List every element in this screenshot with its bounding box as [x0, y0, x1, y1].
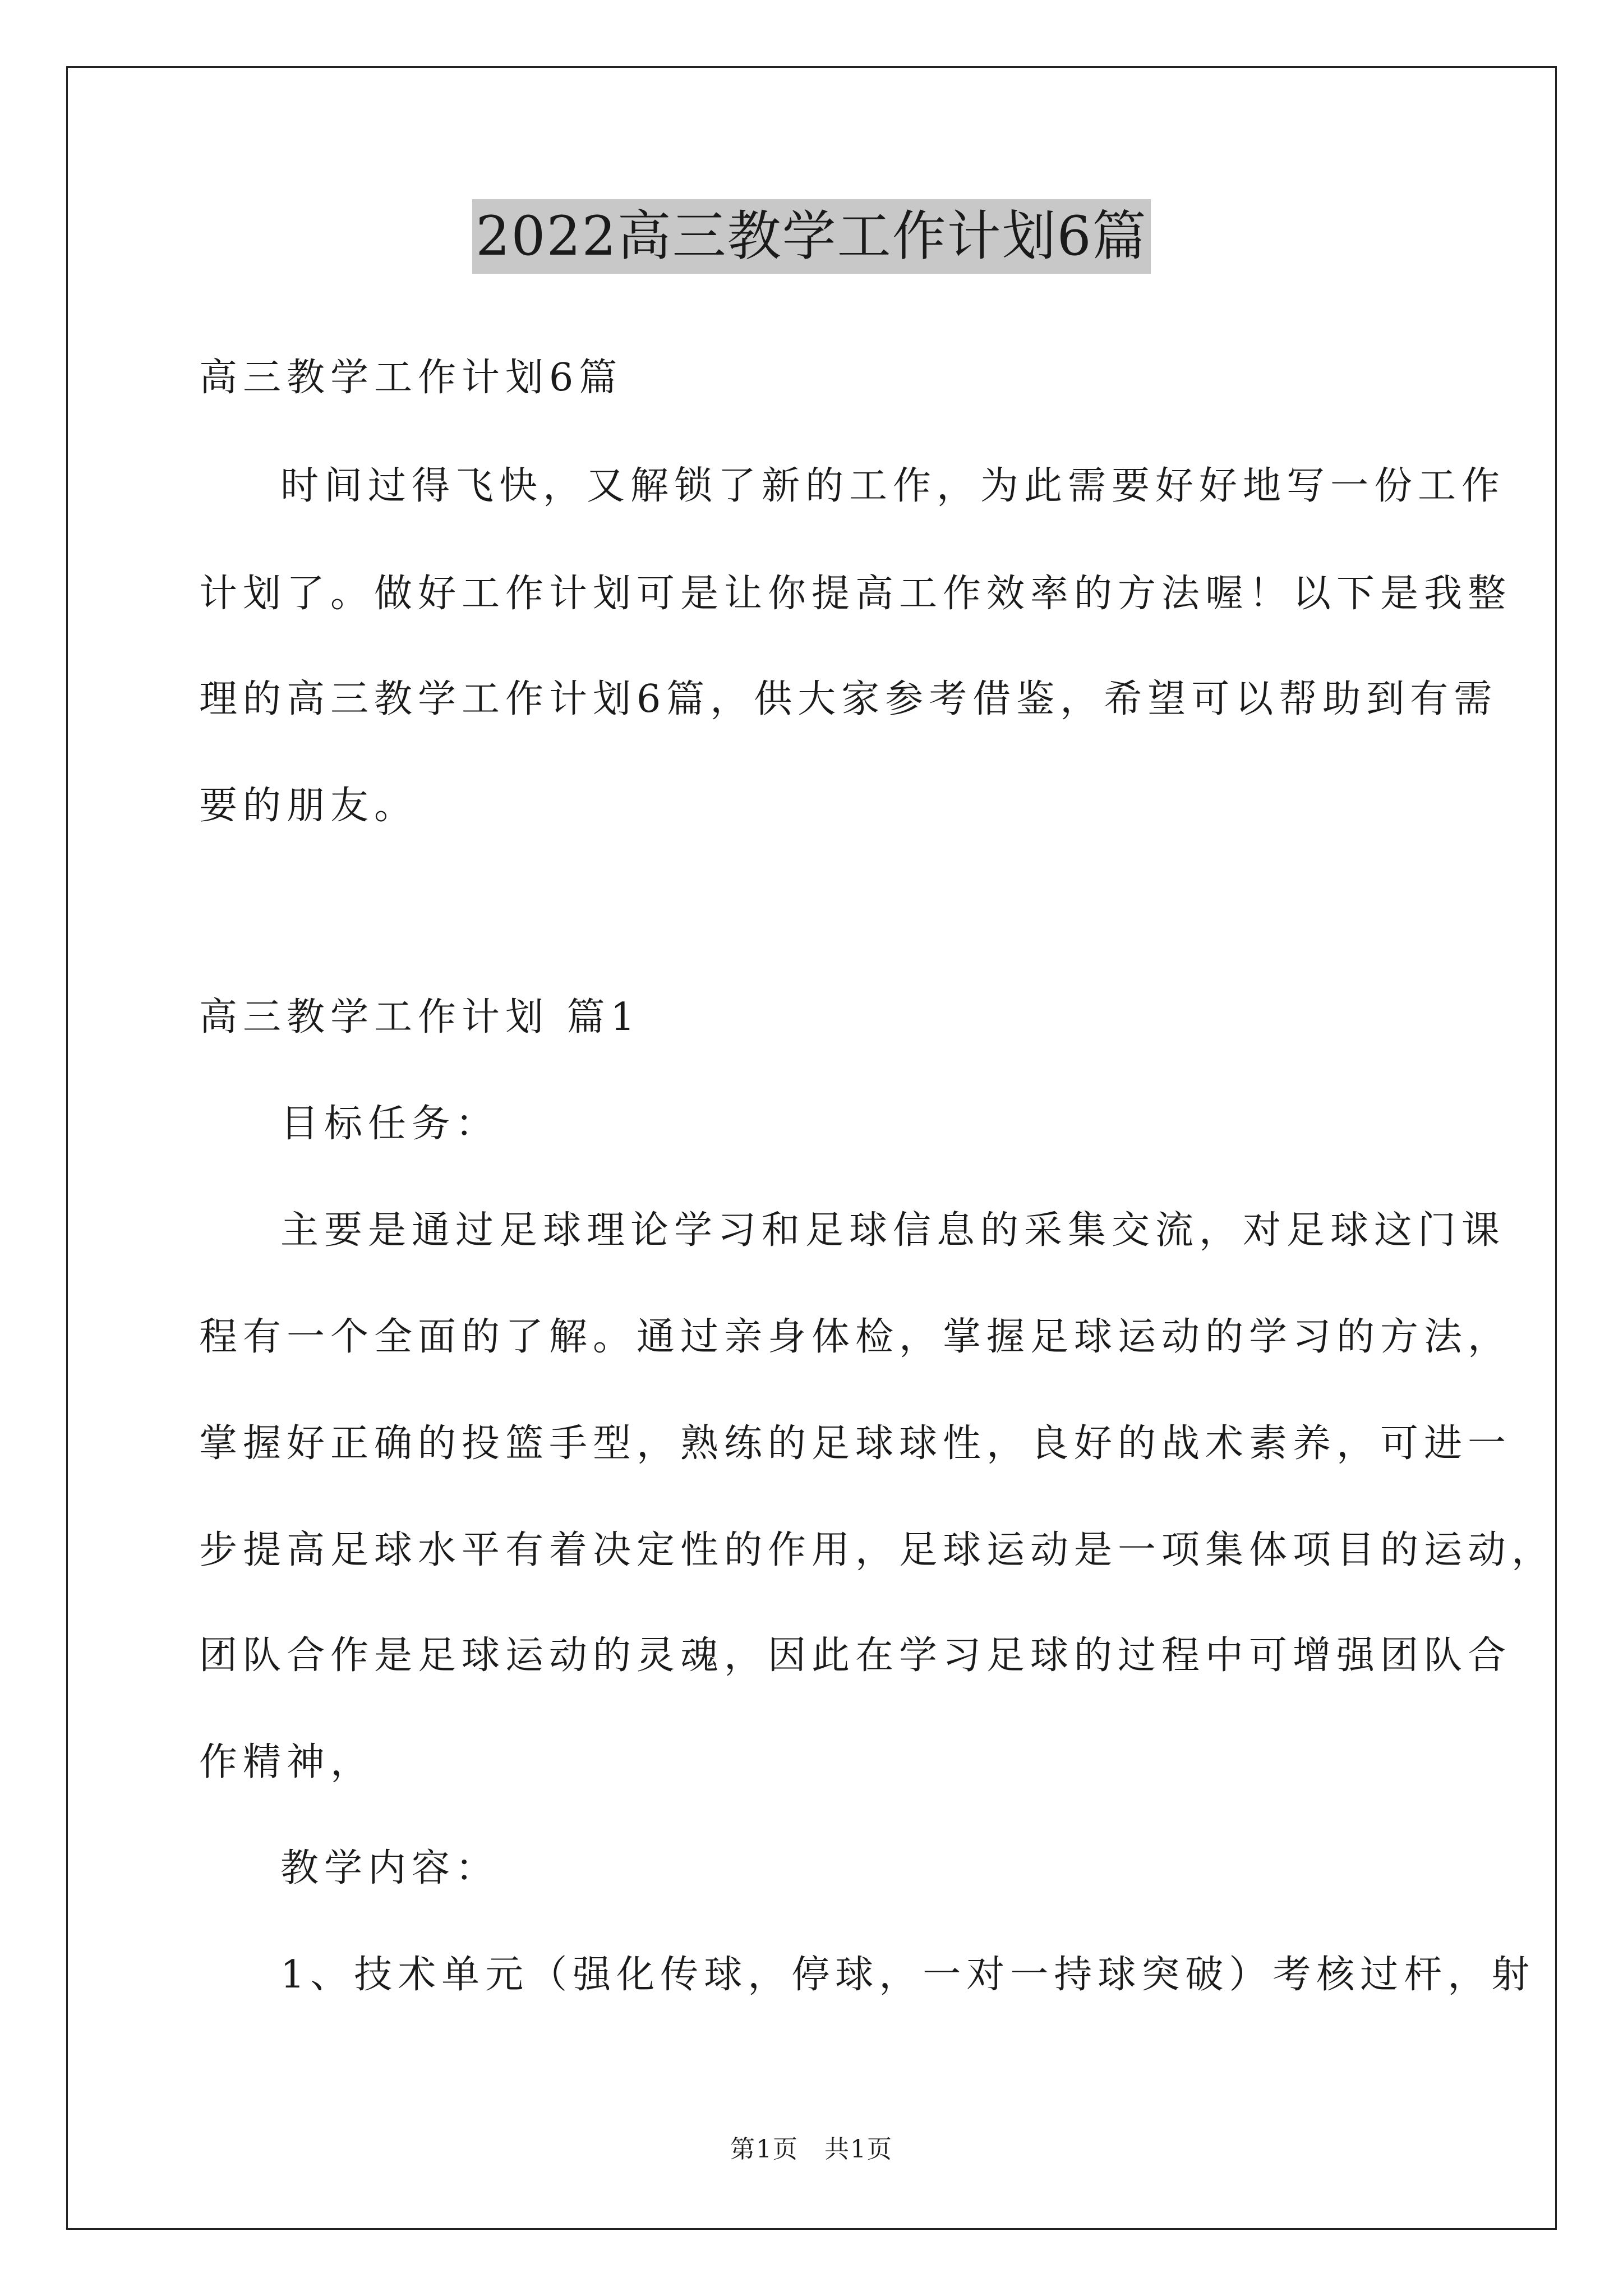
paragraph-line: 团队合作是足球运动的灵魂，因此在学习足球的过程中可增强团队合	[199, 1634, 1512, 1678]
paragraph-line: 理的高三教学工作计划6篇，供大家参考借鉴，希望可以帮助到有需	[199, 677, 1498, 721]
paragraph-line: 时间过得飞快，又解锁了新的工作，为此需要好好地写一份工作	[280, 464, 1506, 508]
paragraph-line: 掌握好正确的投篮手型，熟练的足球球性，良好的战术素养，可进一	[199, 1421, 1512, 1466]
paragraph-line: 1、技术单元（强化传球，停球，一对一持球突破）考核过杆，射	[280, 1953, 1536, 1997]
page-footer: 第1页 共1页	[730, 2135, 893, 2164]
section-heading: 高三教学工作计划 篇1	[199, 995, 640, 1039]
paragraph-line: 作精神，	[199, 1740, 375, 1784]
document-title: 2022高三教学工作计划6篇	[472, 199, 1150, 274]
paragraph-line: 要的朋友。	[199, 784, 418, 828]
paragraph-line: 计划了。做好工作计划可是让你提高工作效率的方法喔！以下是我整	[199, 572, 1512, 616]
paragraph-line: 教学内容：	[280, 1846, 500, 1890]
paragraph-line: 目标任务：	[280, 1102, 500, 1146]
paragraph-line: 主要是通过足球理论学习和足球信息的采集交流，对足球这门课	[280, 1208, 1506, 1253]
subtitle-line: 高三教学工作计划6篇	[199, 356, 623, 400]
paragraph-line: 程有一个全面的了解。通过亲身体检，掌握足球运动的学习的方法，	[199, 1315, 1512, 1359]
paragraph-line: 步提高足球水平有着决定性的作用，足球运动是一项集体项目的运动，	[199, 1528, 1556, 1572]
title-container	[0, 199, 1623, 274]
